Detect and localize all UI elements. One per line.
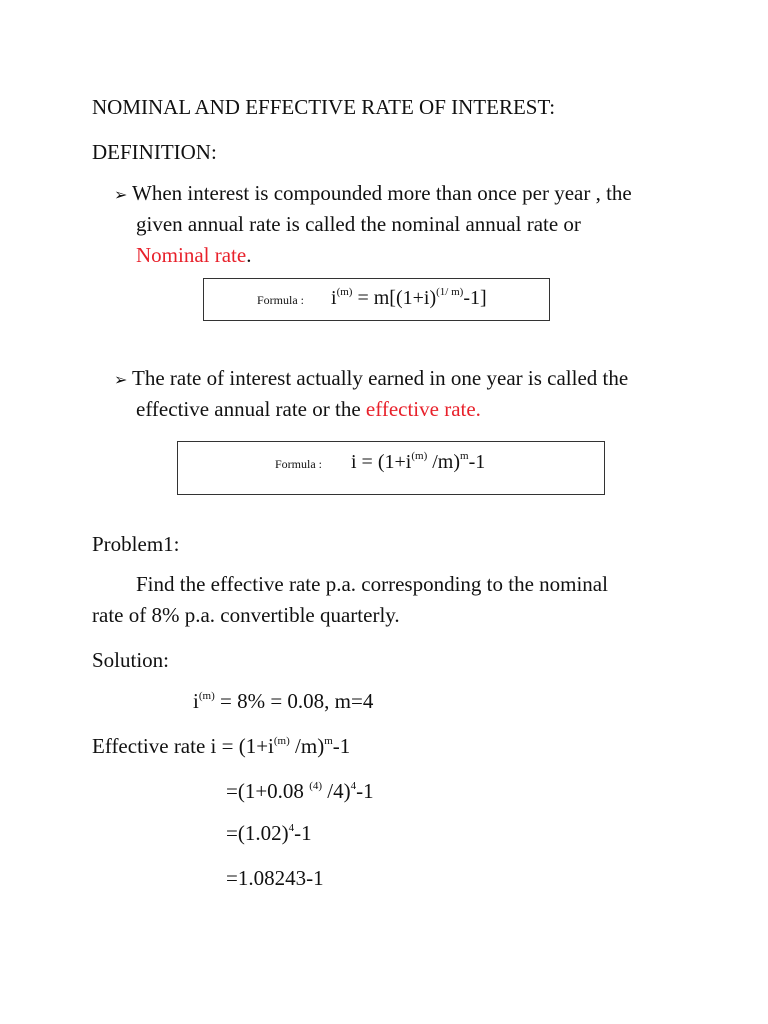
- problem-line-2: rate of 8% p.a. convertible quarterly.: [92, 603, 400, 627]
- bullet-2-line-1: ➢ The rate of interest actually earned in one year is called the: [114, 363, 628, 396]
- arrow-bullet-icon: ➢: [114, 187, 128, 204]
- solution-step-1: =(1+0.08 $^{(4)}$ /4)$^4$-1: [226, 779, 374, 803]
- page-title: NOMINAL AND EFFECTIVE RATE OF INTEREST:: [92, 95, 556, 119]
- nominal-rate-highlight: Nominal rate: [136, 243, 247, 267]
- bullet-1-line-1: ➢ When interest is compounded more than once per year , the: [114, 178, 632, 211]
- solution-heading: Solution:: [92, 648, 170, 672]
- effective-rate-highlight: effective rate.: [365, 397, 481, 421]
- formula-1-expression: $i^{(m)} = m[(1+i)^{(1/ m)}-1]$: [331, 286, 487, 309]
- solution-given: $i^{(m)} = 8\% = 0.08$, m=4: [193, 689, 374, 713]
- bullet-1-line-2: given annual rate is called the nominal annual rate or: [136, 212, 581, 236]
- formula-2-label: Formula :: [275, 457, 322, 471]
- problem-heading: Problem1:: [92, 532, 180, 556]
- definition-heading: DEFINITION:: [92, 140, 217, 164]
- arrow-bullet-icon: ➢: [114, 372, 128, 389]
- problem-line-1: Find the effective rate p.a. corresponding to the nominal: [136, 572, 608, 596]
- solution-step-2: $=(1.02)^4-1$: [226, 821, 312, 845]
- bullet-2-line-2: effective annual rate or the effective rate.: [136, 397, 481, 421]
- formula-1-label: Formula :: [257, 293, 304, 307]
- solution-effective-rate: Effective rate $i = (1+i^{(m)}$ /m)$^m$-1: [92, 734, 351, 758]
- formula-2-expression: $i = (1+i^{(m)}$ /m)$^m$-1: [351, 450, 486, 473]
- bullet-1-line-3: Nominal rate.: [136, 243, 252, 267]
- solution-step-3: =1.08243-1: [226, 866, 324, 890]
